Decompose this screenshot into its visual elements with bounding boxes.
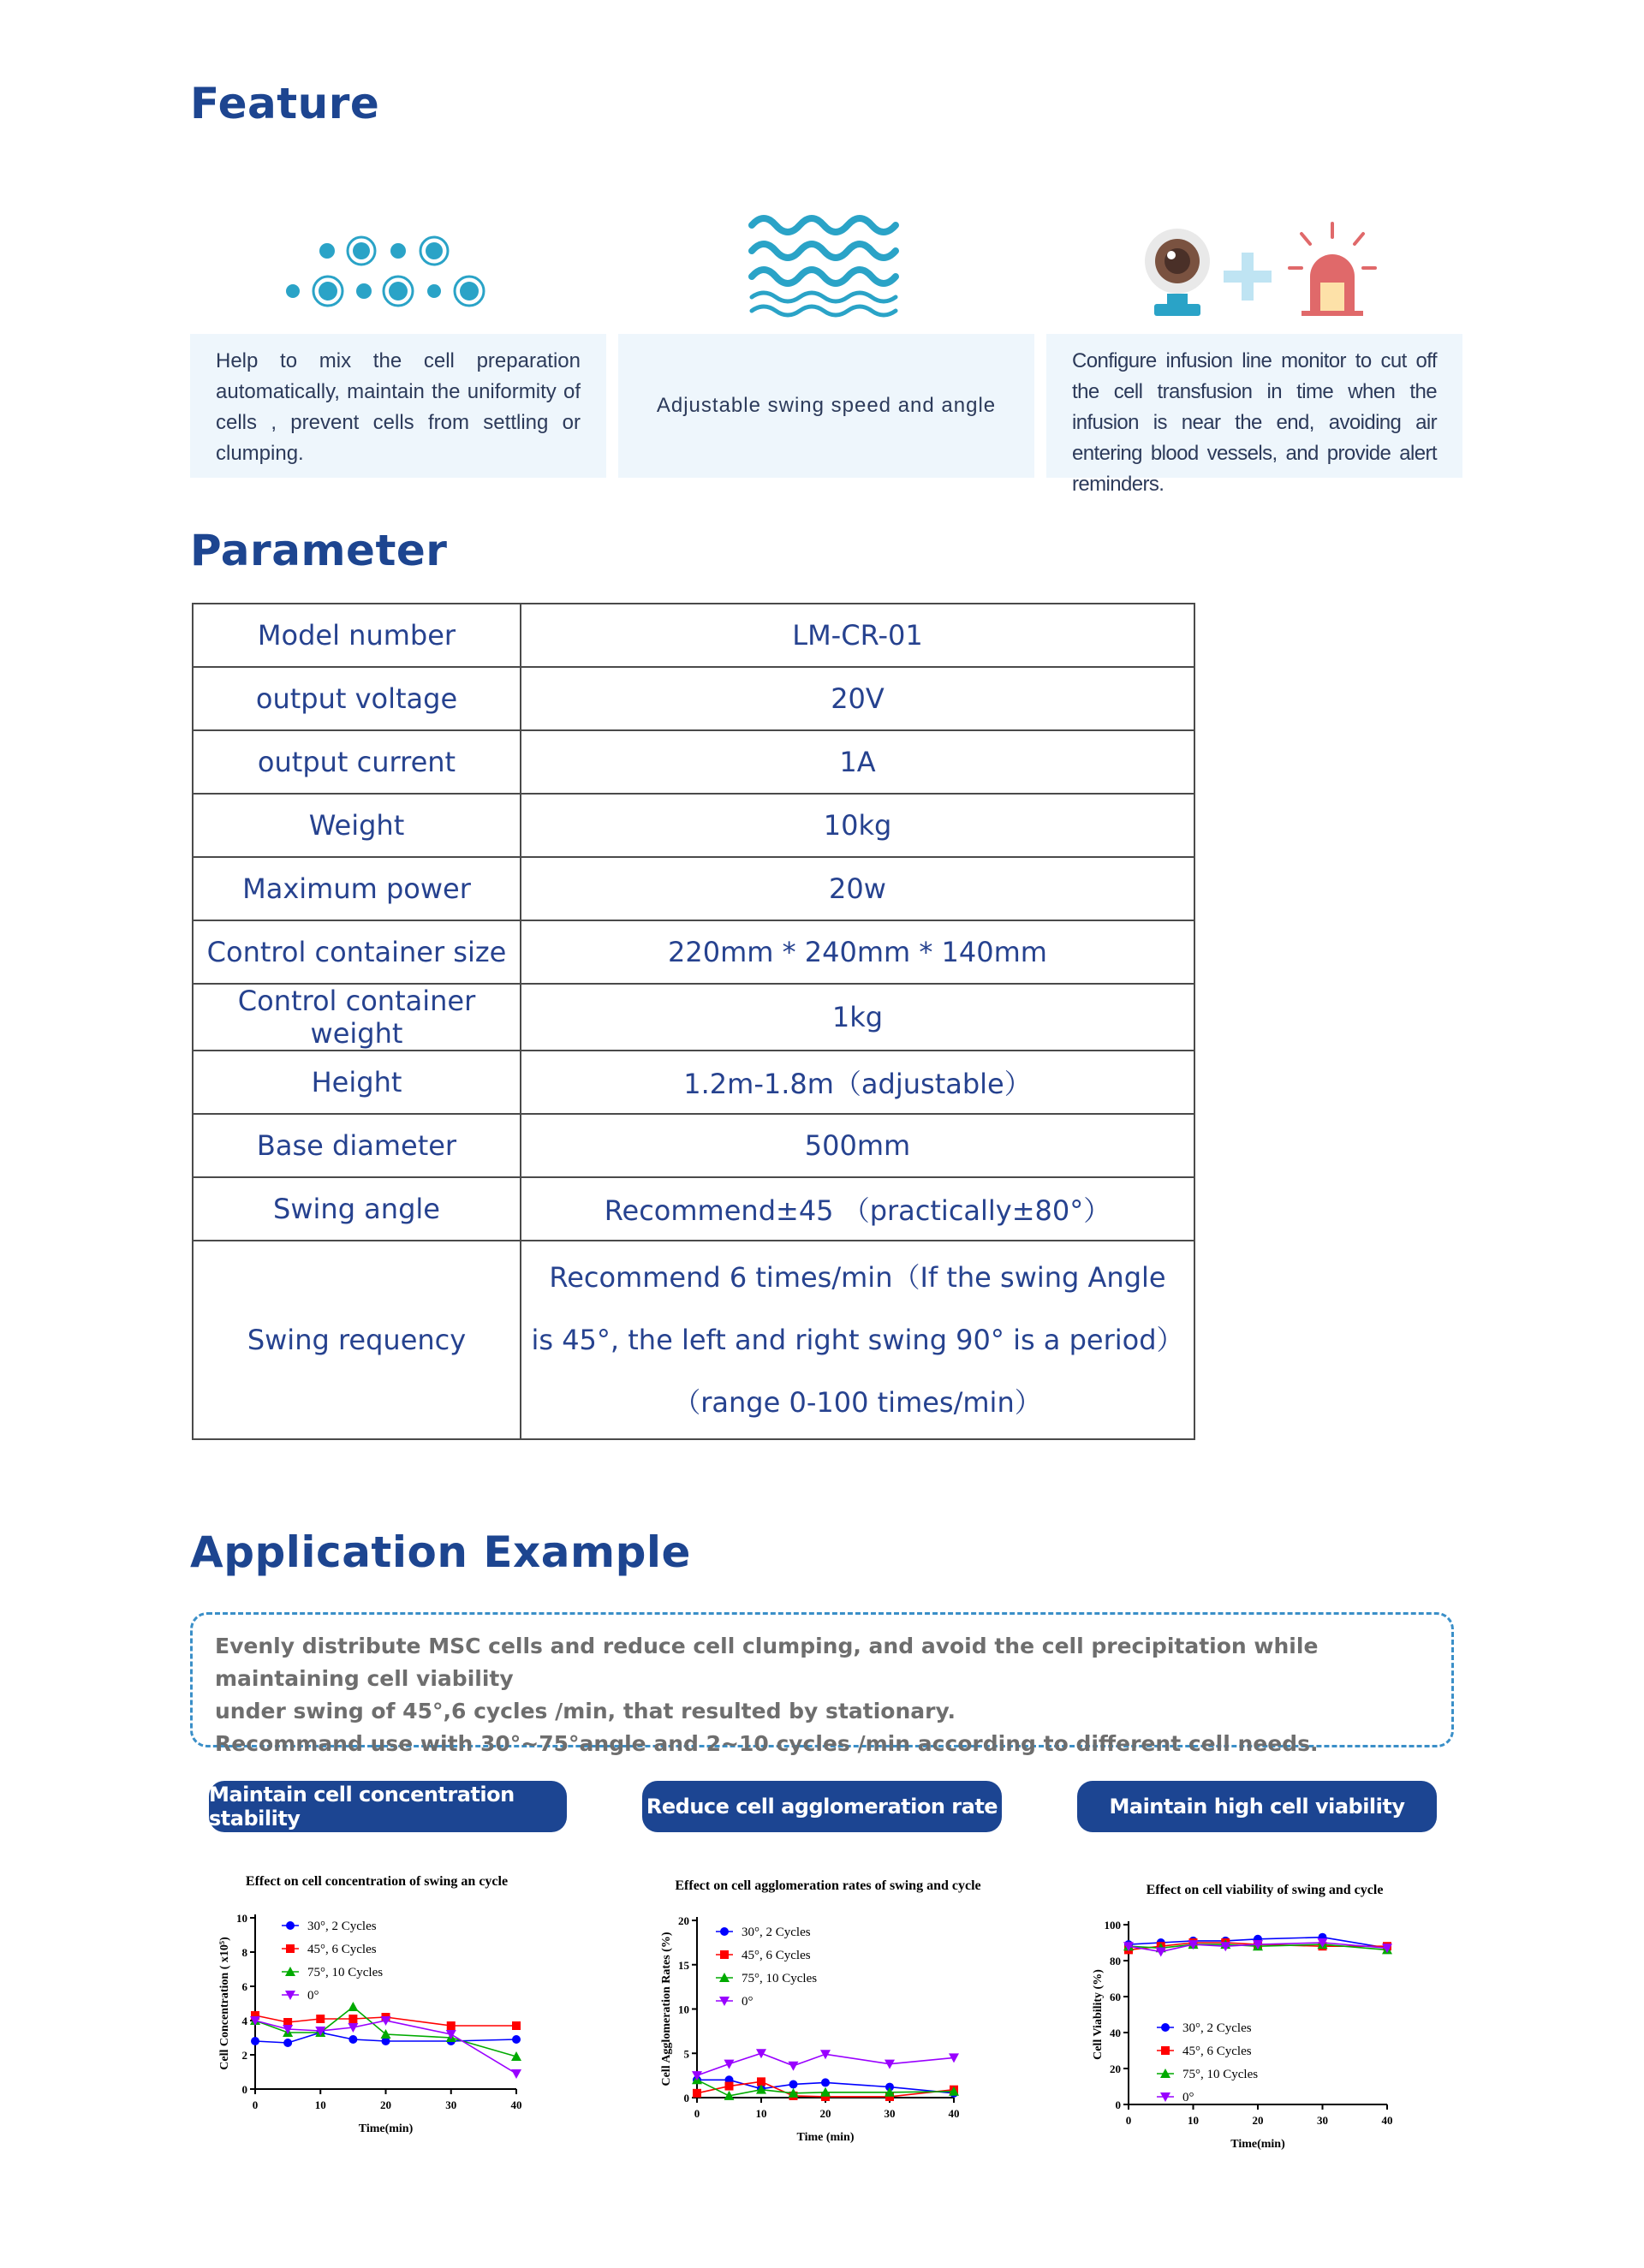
feature-text-mixing: Help to mix the cell preparation automatically, maintain the uniformity of cells , prevent cells from settling or clumping. xyxy=(216,349,581,465)
legend-entry: 75°, 10 Cycles xyxy=(742,1972,818,1985)
y-axis-label: Cell Concentration ( x10⁵) xyxy=(218,1937,231,2070)
data-point xyxy=(316,2015,325,2023)
chart-cell-concentration xyxy=(206,1858,548,2140)
legend-entry: 0° xyxy=(742,1995,754,2009)
y-axis-label: Cell Viability (%) xyxy=(1092,1969,1105,2060)
parameter-row xyxy=(193,730,1194,794)
data-point xyxy=(286,1921,295,1930)
x-tick-label: 40 xyxy=(510,2098,522,2111)
x-tick-label: 40 xyxy=(948,2107,960,2120)
feature-card-swing xyxy=(618,334,1034,478)
parameter-value-line: is 45°, the left and right swing 90° is a period） xyxy=(531,1323,1184,1356)
parameter-value: LM-CR-01 xyxy=(521,604,1194,667)
feature-text-monitor: Configure infusion line monitor to cut off the cell transfusion in time when the infusion is near the end, avoiding air entering blood vessels, and provide alert reminders. xyxy=(1072,349,1437,496)
y-axis-label: Cell Agglomeration Rates (%) xyxy=(660,1932,673,2086)
legend-entry: 30°, 2 Cycles xyxy=(742,1926,811,1939)
parameter-key: Swing requency xyxy=(193,1241,521,1439)
y-tick-label: 5 xyxy=(683,2047,689,2061)
parameter-key: Height xyxy=(193,1051,521,1114)
data-point xyxy=(286,1944,295,1953)
feature-card-mixing xyxy=(190,334,606,478)
data-point xyxy=(348,2002,358,2011)
legend-entry: 45°, 6 Cycles xyxy=(1182,2045,1252,2058)
parameter-value: 1kg xyxy=(521,984,1194,1051)
parameter-value: 20V xyxy=(521,667,1194,730)
y-tick-label: 60 xyxy=(1110,1991,1121,2003)
parameter-value: 220mm * 240mm * 140mm xyxy=(521,920,1194,984)
chart-cell-viability xyxy=(1081,1866,1423,2151)
application-line: Recommand use with 30°~75°angle and 2~10 cycles /min according to different cell needs. xyxy=(215,1731,1319,1756)
parameter-key: Model number xyxy=(193,604,521,667)
application-heading: Application Example xyxy=(190,1527,691,1577)
data-point xyxy=(724,2060,735,2069)
y-tick-label: 20 xyxy=(1110,2063,1121,2075)
x-tick-label: 20 xyxy=(819,2107,831,2120)
monitor-alarm-icon xyxy=(1139,218,1379,321)
y-tick-label: 100 xyxy=(1104,1919,1121,1932)
y-tick-label: 40 xyxy=(1110,2027,1121,2039)
y-tick-label: 20 xyxy=(678,1914,689,1927)
x-tick-label: 40 xyxy=(1381,2114,1393,2127)
parameter-value: 1A xyxy=(521,730,1194,794)
legend-entry: 30°, 2 Cycles xyxy=(307,1920,377,1933)
x-axis-label: Time(min) xyxy=(358,2122,414,2135)
y-tick-label: 80 xyxy=(1110,1955,1121,1967)
parameter-key: Maximum power xyxy=(193,857,521,920)
data-point xyxy=(447,2021,456,2030)
parameter-row xyxy=(193,1177,1194,1241)
legend-entry: 0° xyxy=(1182,2091,1194,2104)
y-tick-label: 0 xyxy=(683,2092,689,2104)
data-point xyxy=(283,2039,292,2047)
x-tick-label: 30 xyxy=(884,2107,896,2120)
y-tick-label: 8 xyxy=(241,1946,247,1959)
x-axis-label: Time (min) xyxy=(796,2131,855,2144)
legend-entry: 30°, 2 Cycles xyxy=(1182,2021,1252,2035)
parameter-row xyxy=(193,1114,1194,1177)
parameter-row xyxy=(193,857,1194,920)
legend-entry: 45°, 6 Cycles xyxy=(742,1949,811,1962)
data-point xyxy=(511,2069,521,2079)
y-tick-label: 10 xyxy=(236,1912,247,1925)
data-point xyxy=(821,2078,830,2086)
parameter-key: output current xyxy=(193,730,521,794)
data-point xyxy=(693,2089,701,2098)
chart-title: Effect on cell concentration of swing an cycle xyxy=(245,1874,509,1889)
application-description xyxy=(190,1612,1454,1756)
parameter-row xyxy=(193,984,1194,1051)
feature-card-monitor xyxy=(1046,334,1462,496)
data-point xyxy=(756,2049,766,2058)
parameter-key: Weight xyxy=(193,794,521,857)
parameter-value: 500mm xyxy=(521,1114,1194,1177)
y-tick-label: 4 xyxy=(241,2015,247,2027)
x-tick-label: 0 xyxy=(694,2107,700,2120)
parameter-key: Swing angle xyxy=(193,1177,521,1241)
tag-cell-viability: Maintain high cell viability xyxy=(1077,1781,1437,1832)
parameter-row xyxy=(193,604,1194,667)
x-tick-label: 0 xyxy=(252,2098,259,2111)
data-point xyxy=(348,2035,357,2044)
data-point xyxy=(512,2035,521,2044)
x-tick-label: 0 xyxy=(1125,2114,1132,2127)
tag-agglomeration-rate: Reduce cell agglomeration rate xyxy=(642,1781,1002,1832)
legend-entry: 75°, 10 Cycles xyxy=(1182,2068,1259,2081)
parameter-key: Control container size xyxy=(193,920,521,984)
parameter-value xyxy=(521,1241,1194,1439)
waves-icon xyxy=(745,210,908,321)
parameter-value: Recommend±45 （practically±80°） xyxy=(521,1177,1194,1241)
parameter-row xyxy=(193,1051,1194,1114)
tag-concentration-stability: Maintain cell concentration stability xyxy=(209,1781,567,1832)
x-axis-label: Time(min) xyxy=(1230,2138,1285,2151)
application-line: under swing of 45°,6 cycles /min, that resulted by stationary. xyxy=(215,1699,956,1723)
data-point xyxy=(512,2021,521,2030)
data-point xyxy=(725,2082,734,2091)
y-tick-label: 15 xyxy=(678,1958,689,1972)
legend-entry: 75°, 10 Cycles xyxy=(307,1966,384,1979)
chart-title: Effect on cell agglomeration rates of swing and cycle xyxy=(675,1878,981,1893)
data-point xyxy=(720,1950,729,1959)
chart-title: Effect on cell viability of swing and cycle xyxy=(1146,1883,1384,1897)
parameter-row xyxy=(193,1241,1194,1439)
feature-text-swing: Adjustable swing speed and angle xyxy=(656,394,997,417)
x-tick-label: 30 xyxy=(445,2098,457,2111)
x-tick-label: 30 xyxy=(1317,2114,1328,2127)
parameter-heading: Parameter xyxy=(190,526,448,575)
y-tick-label: 6 xyxy=(241,1980,247,1993)
x-tick-label: 20 xyxy=(380,2098,391,2111)
parameter-value: 10kg xyxy=(521,794,1194,857)
y-tick-label: 2 xyxy=(241,2049,247,2062)
parameter-row xyxy=(193,920,1194,984)
parameter-key: Control container weight xyxy=(193,984,521,1051)
data-point xyxy=(789,2080,798,2088)
data-point xyxy=(720,1927,729,1936)
series-line xyxy=(255,2021,516,2074)
parameter-value-line: Recommend 6 times/min（If the swing Angle xyxy=(549,1260,1166,1294)
x-tick-label: 10 xyxy=(314,2098,326,2111)
parameter-key: Base diameter xyxy=(193,1114,521,1177)
parameter-value: 20w xyxy=(521,857,1194,920)
cells-dots-icon xyxy=(283,227,488,313)
parameter-table xyxy=(192,603,1195,1440)
data-point xyxy=(885,2060,895,2069)
x-tick-label: 10 xyxy=(755,2107,767,2120)
y-tick-label: 0 xyxy=(241,2083,247,2096)
data-point xyxy=(1161,2046,1170,2055)
data-point xyxy=(348,2015,357,2023)
y-tick-label: 10 xyxy=(678,2003,689,2016)
parameter-key: output voltage xyxy=(193,667,521,730)
parameter-value: 1.2m-1.8m（adjustable） xyxy=(521,1051,1194,1114)
data-point xyxy=(789,2062,799,2071)
legend-entry: 45°, 6 Cycles xyxy=(307,1943,377,1956)
chart-agglomeration-rates xyxy=(644,1862,1021,2153)
feature-heading: Feature xyxy=(190,79,380,128)
y-tick-label: 0 xyxy=(1115,2098,1121,2111)
x-tick-label: 20 xyxy=(1252,2114,1264,2127)
parameter-row xyxy=(193,667,1194,730)
parameter-value-line: （range 0-100 times/min） xyxy=(673,1385,1042,1419)
data-point xyxy=(251,2037,259,2045)
legend-entry: 0° xyxy=(307,1989,319,2003)
x-tick-label: 10 xyxy=(1188,2114,1199,2127)
application-line: Evenly distribute MSC cells and reduce cell clumping, and avoid the cell precipitation while maintaining cell viability xyxy=(215,1634,1319,1691)
parameter-row xyxy=(193,794,1194,857)
data-point xyxy=(1161,2023,1170,2032)
